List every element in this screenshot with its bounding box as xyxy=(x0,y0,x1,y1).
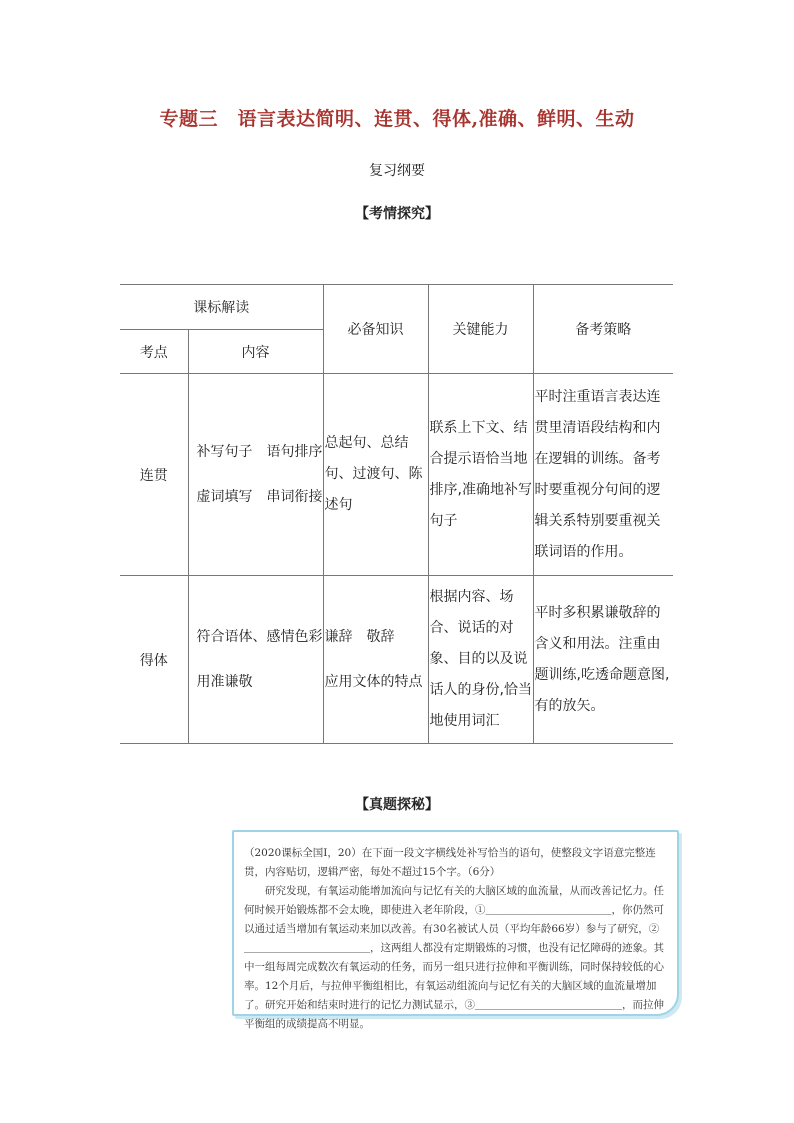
header-bibei: 必备知识 xyxy=(323,285,428,374)
row-bibei xyxy=(323,576,428,744)
row-beikao xyxy=(533,576,673,744)
row-guanjian xyxy=(428,576,533,744)
beikao-text: 平时多积累谦敬辞的含义和用法。注重由题训练,吃透命题意图,有的放矢。 xyxy=(534,604,670,714)
exam-question-stem: （2020课标全国Ⅰ，20）在下面一段文字横线处补写恰当的语句，使整段文字语意完整连贯，内容贴切，逻辑严密，每处不超过15个字。（6分） xyxy=(244,847,656,878)
row-beikao xyxy=(533,374,673,576)
header-kaodian: 考点 xyxy=(120,330,188,374)
bibei-line: 谦辞 敬辞 xyxy=(324,628,395,645)
row-kaodian: 得体 xyxy=(120,576,188,744)
table-row xyxy=(120,374,673,576)
beikao-text: 平时注重语言表达连贯里清语段结构和内在逻辑的训练。备考时要重视分句间的逻辑关系特别要重视关联词语的作用。 xyxy=(534,388,661,560)
exam-question-box xyxy=(232,830,679,1030)
neirong-line: 虚词填写 串词衔接 xyxy=(196,488,323,505)
neirong-line: 符合语体、感情色彩 xyxy=(196,628,323,645)
exam-passage: 研究发现，有氧运动能增加流向与记忆有关的大脑区域的血流量，从而改善记忆力。任何时候开始锻炼都不会太晚，即使进入老年阶段，①＿＿＿＿＿＿＿＿＿＿＿＿，你仍然可以通过适当增加有氧运动来加以改善。有30名被试人员（平均年龄66岁）参与了研究，②＿＿＿＿＿＿＿＿＿＿＿＿，这两组人都没有定期锻炼的习惯，也没有记忆障碍的迹象。其中一组每周完成数次有氧运动的任务，而另一组只进行拉伸和平衡训练，同时保持较低的心率。12个月后，与拉伸平衡组相比，有氧运动组流向与记忆有关的大脑区域的血流量增加了。研究开始和结束时进行的记忆力测试显示，③＿＿＿＿＿＿＿＿＿＿＿＿＿＿，而拉伸平衡组的成绩提高不明显。 xyxy=(244,885,664,1030)
bibei-line: 应用文体的特点 xyxy=(324,673,423,690)
bibei-text: 总起句、总结句、过渡句、陈述句 xyxy=(324,435,423,513)
table-row xyxy=(120,576,673,744)
exam-content xyxy=(244,844,668,1034)
header-guanjian: 关键能力 xyxy=(428,285,533,374)
header-beikao: 备考策略 xyxy=(533,285,673,374)
row-neirong xyxy=(188,576,323,744)
section-heading-zhenti: 【真题探秘】 xyxy=(355,797,439,813)
neirong-line: 补写句子 语句排序 xyxy=(196,443,323,460)
page-title: 专题三 语言表达简明、连贯、得体,准确、鲜明、生动 xyxy=(159,108,635,130)
header-kebiao: 课标解读 xyxy=(120,285,323,330)
page-subtitle: 复习纲要 xyxy=(369,163,425,179)
guanjian-text: 联系上下文、结合提示语恰当地排序,准确地补写句子 xyxy=(429,419,532,529)
exam-analysis-table xyxy=(120,284,673,744)
neirong-line: 用准谦敬 xyxy=(196,673,253,690)
row-bibei xyxy=(323,374,428,576)
row-neirong xyxy=(188,374,323,576)
header-neirong: 内容 xyxy=(188,330,323,374)
row-guanjian xyxy=(428,374,533,576)
section-heading-kaoqing: 【考情探究】 xyxy=(355,206,439,222)
guanjian-text: 根据内容、场合、说话的对象、目的以及说话人的身份,恰当地使用词汇 xyxy=(429,589,532,729)
row-kaodian: 连贯 xyxy=(120,374,188,576)
